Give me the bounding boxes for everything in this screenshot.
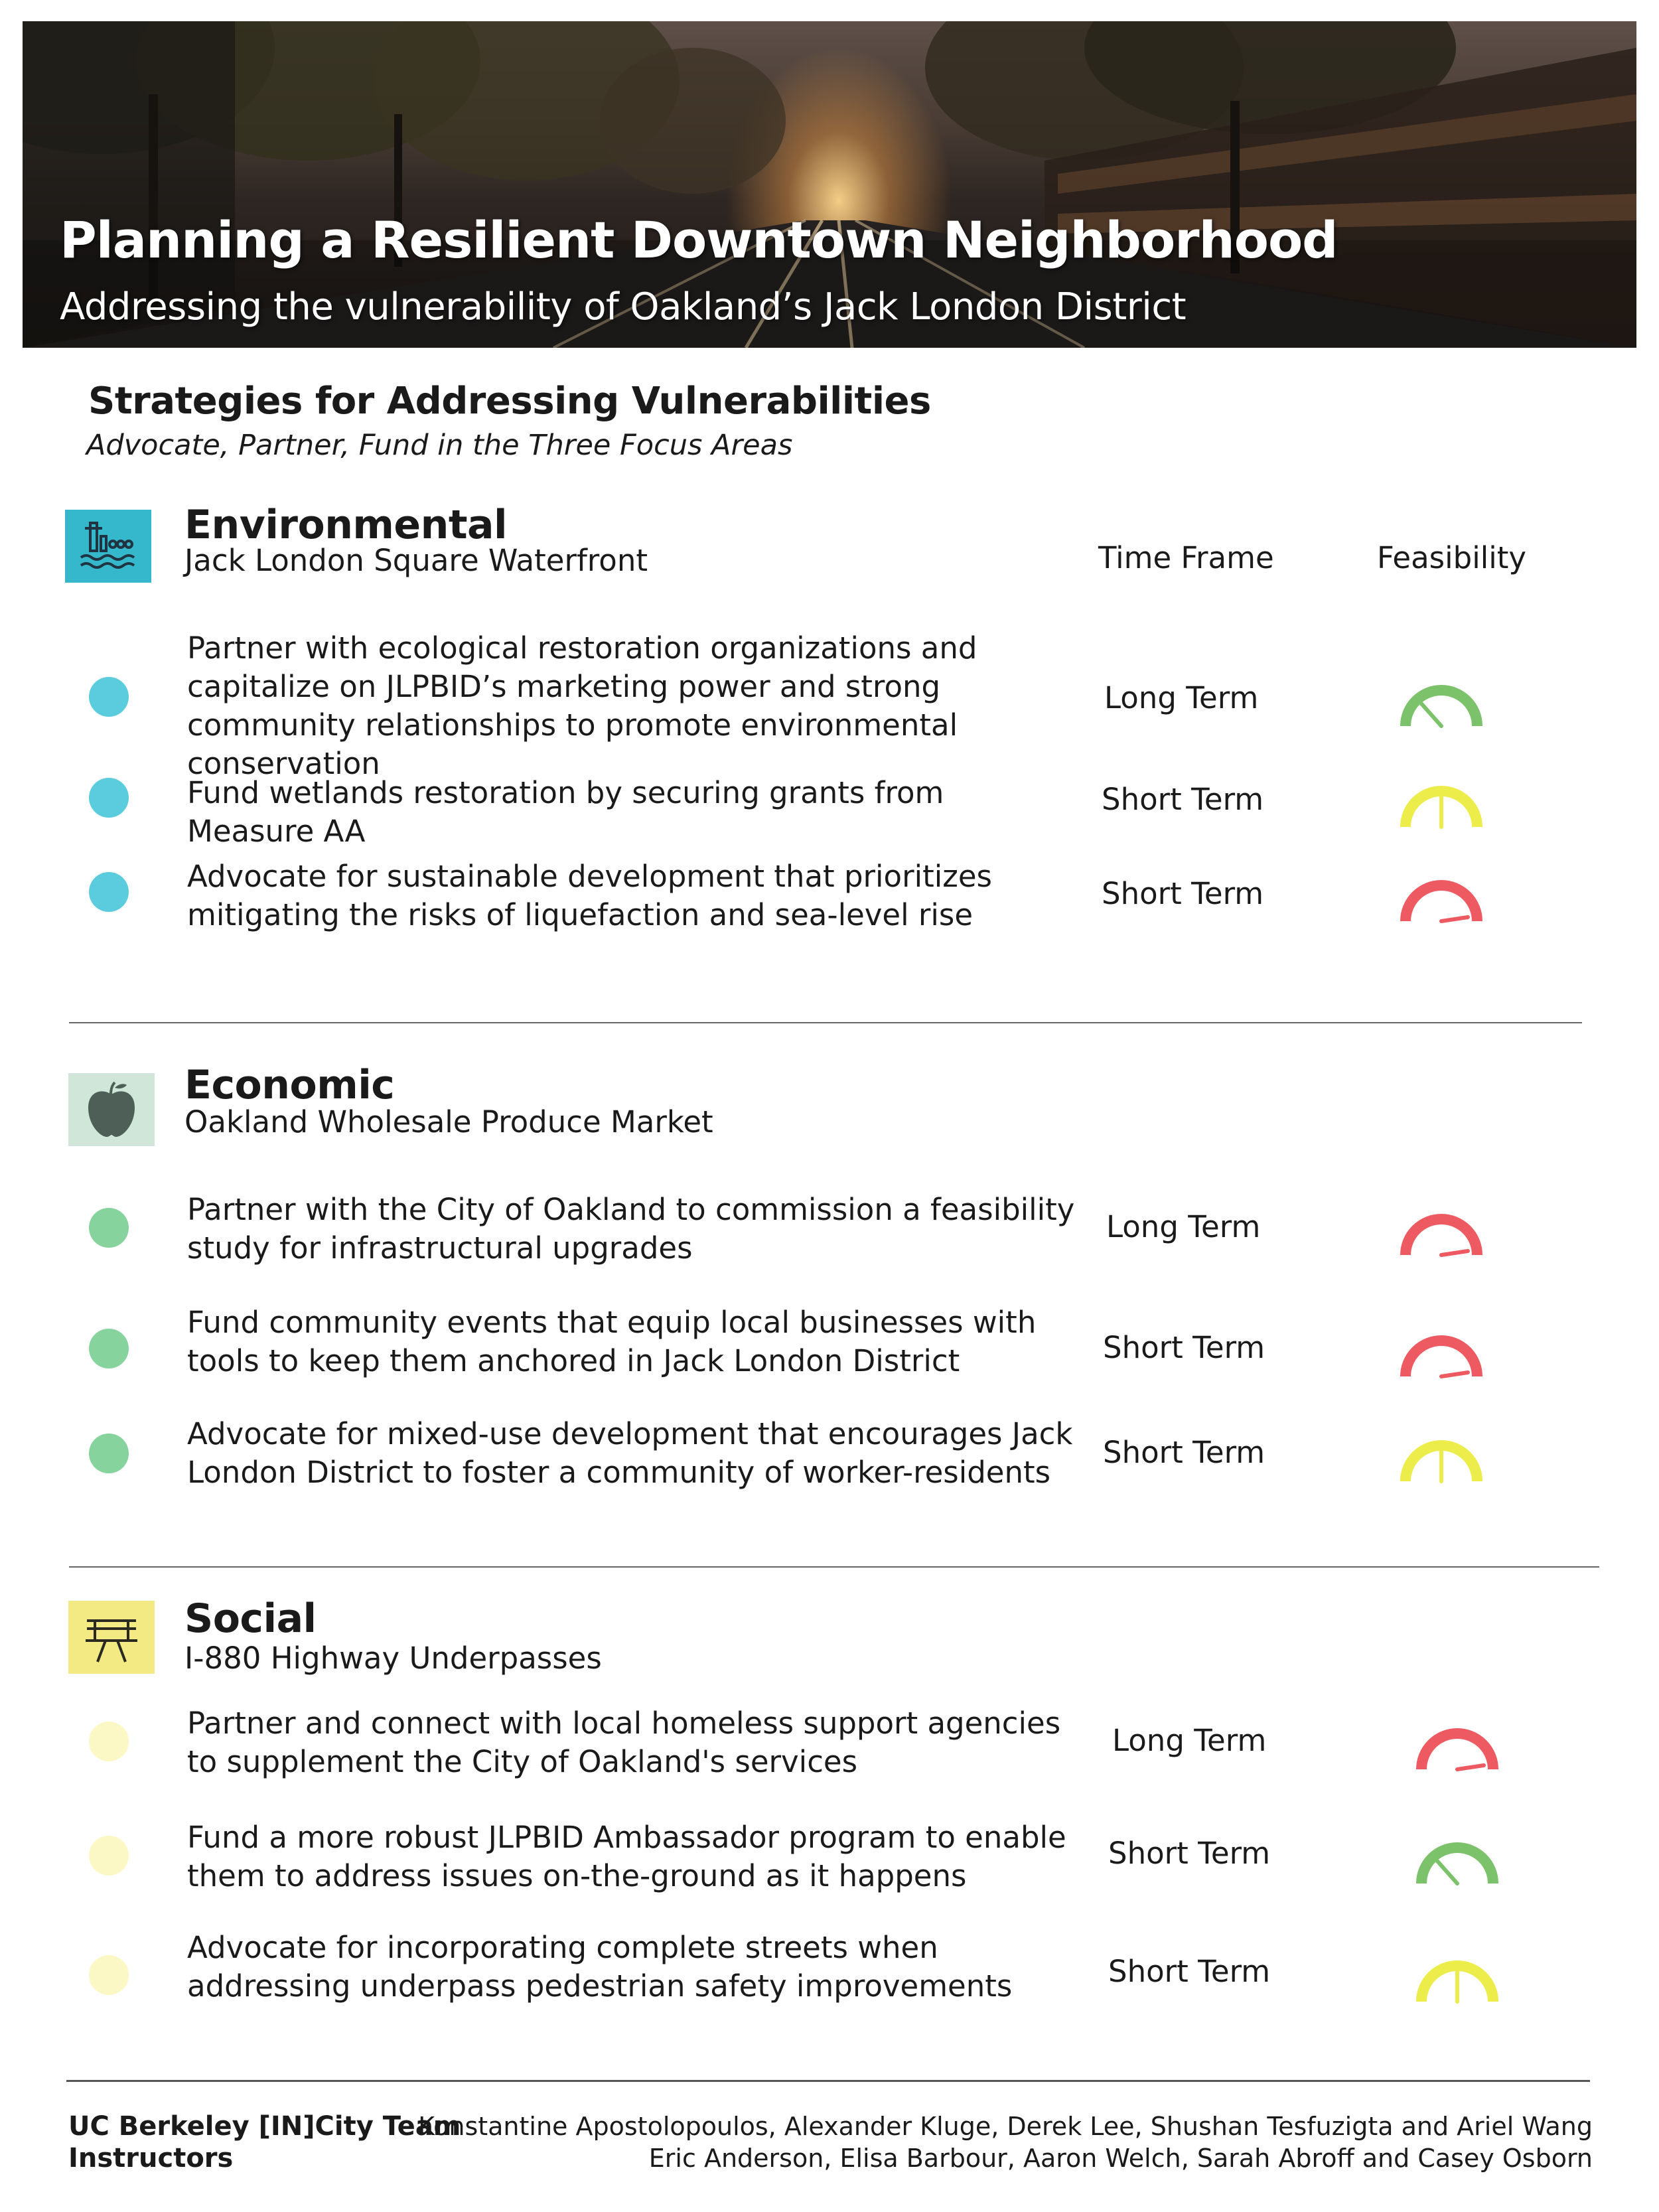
section-subtitle-economic: Oakland Wholesale Produce Market bbox=[184, 1104, 713, 1140]
banner-subtitle: Addressing the vulnerability of Oakland’s Jack London District bbox=[60, 285, 1187, 329]
strategy-text: Advocate for incorporating complete streets when addressing underpass pedestrian safety improvements bbox=[187, 1930, 1013, 2004]
time-frame-value: Short Term bbox=[1102, 782, 1264, 817]
waterfront-icon bbox=[65, 510, 151, 583]
social-bullet bbox=[89, 1722, 129, 1761]
instructor-names: Eric Anderson, Elisa Barbour, Aaron Welch, Sarah Abroff and Casey Osborn bbox=[648, 2144, 1593, 2173]
section-divider bbox=[69, 1566, 1599, 1568]
time-frame-value: Short Term bbox=[1103, 1330, 1265, 1365]
underpass-icon bbox=[68, 1601, 155, 1674]
social-bullet bbox=[89, 1836, 129, 1876]
header-banner bbox=[23, 21, 1636, 348]
strategy-text: Partner and connect with local homeless support agencies to supplement the City of Oakland's services bbox=[187, 1706, 1061, 1779]
section-subtitle-environmental: Jack London Square Waterfront bbox=[184, 543, 648, 578]
time-frame-value: Short Term bbox=[1108, 1836, 1271, 1871]
time-frame-value: Short Term bbox=[1108, 1954, 1271, 1989]
team-label: UC Berkeley [IN]City Team bbox=[68, 2111, 461, 2142]
social-bullet bbox=[89, 1955, 129, 1995]
feasibility-header: Feasibility bbox=[1377, 540, 1526, 575]
section-title-social: Social bbox=[184, 1595, 317, 1642]
section-subtitle-social: I-880 Highway Underpasses bbox=[184, 1641, 602, 1676]
feasibility-gauge-low bbox=[1396, 871, 1486, 926]
time-frame-value: Short Term bbox=[1102, 876, 1264, 911]
feasibility-gauge-low bbox=[1396, 1326, 1486, 1382]
time-frame-value: Long Term bbox=[1106, 1209, 1261, 1244]
time-frame-value: Short Term bbox=[1103, 1435, 1265, 1470]
economic-bullet bbox=[89, 1434, 129, 1473]
feasibility-gauge-medium bbox=[1396, 1431, 1486, 1487]
instructors-label: Instructors bbox=[68, 2143, 234, 2174]
strategy-text: Advocate for sustainable development that prioritizes mitigating the risks of liquefaction and sea-level rise bbox=[187, 859, 992, 932]
feasibility-gauge-low bbox=[1396, 1205, 1486, 1260]
section-divider bbox=[69, 1022, 1582, 1023]
environmental-bullet bbox=[89, 872, 129, 912]
feasibility-gauge-high bbox=[1412, 1833, 1502, 1889]
section-title-economic: Economic bbox=[184, 1062, 395, 1108]
feasibility-gauge-medium bbox=[1396, 776, 1486, 832]
strategy-text: Partner with ecological restoration organizations and capitalize on JLPBID’s marketing power and strong community relationships to promote environmental conservation bbox=[187, 630, 977, 781]
time-frame-value: Long Term bbox=[1112, 1723, 1267, 1758]
time-frame-value: Long Term bbox=[1104, 680, 1259, 715]
apple-icon bbox=[68, 1073, 155, 1146]
strategy-text: Advocate for mixed-use development that encourages Jack London District to foster a community of worker-residents bbox=[187, 1416, 1073, 1490]
footer-names bbox=[418, 2110, 1593, 2174]
feasibility-gauge-high bbox=[1396, 676, 1486, 731]
strategies-title: Strategies for Addressing Vulnerabilities bbox=[88, 380, 931, 423]
strategy-text: Fund wetlands restoration by securing grants from Measure AA bbox=[187, 775, 944, 849]
banner-title: Planning a Resilient Downtown Neighborhood bbox=[60, 210, 1338, 269]
economic-bullet bbox=[89, 1208, 129, 1248]
strategy-text: Partner with the City of Oakland to commission a feasibility study for infrastructural upgrades bbox=[187, 1192, 1075, 1266]
time-frame-header: Time Frame bbox=[1098, 540, 1274, 575]
section-title-environmental: Environmental bbox=[184, 502, 508, 548]
strategy-text: Fund community events that equip local businesses with tools to keep them anchored in Jack London District bbox=[187, 1305, 1037, 1378]
footer-labels bbox=[68, 2110, 461, 2174]
environmental-bullet bbox=[89, 778, 129, 818]
feasibility-gauge-medium bbox=[1412, 1951, 1502, 2007]
strategy-text: Fund a more robust JLPBID Ambassador program to enable them to address issues on-the-ground as it happens bbox=[187, 1820, 1066, 1893]
footer-divider bbox=[66, 2080, 1590, 2082]
team-names: Konstantine Apostolopoulos, Alexander Kluge, Derek Lee, Shushan Tesfuzigta and Ariel Wang bbox=[418, 2112, 1593, 2141]
economic-bullet bbox=[89, 1329, 129, 1368]
environmental-bullet bbox=[89, 677, 129, 717]
feasibility-gauge-low bbox=[1412, 1719, 1502, 1775]
strategies-subtitle: Advocate, Partner, Fund in the Three Focus Areas bbox=[86, 429, 793, 462]
